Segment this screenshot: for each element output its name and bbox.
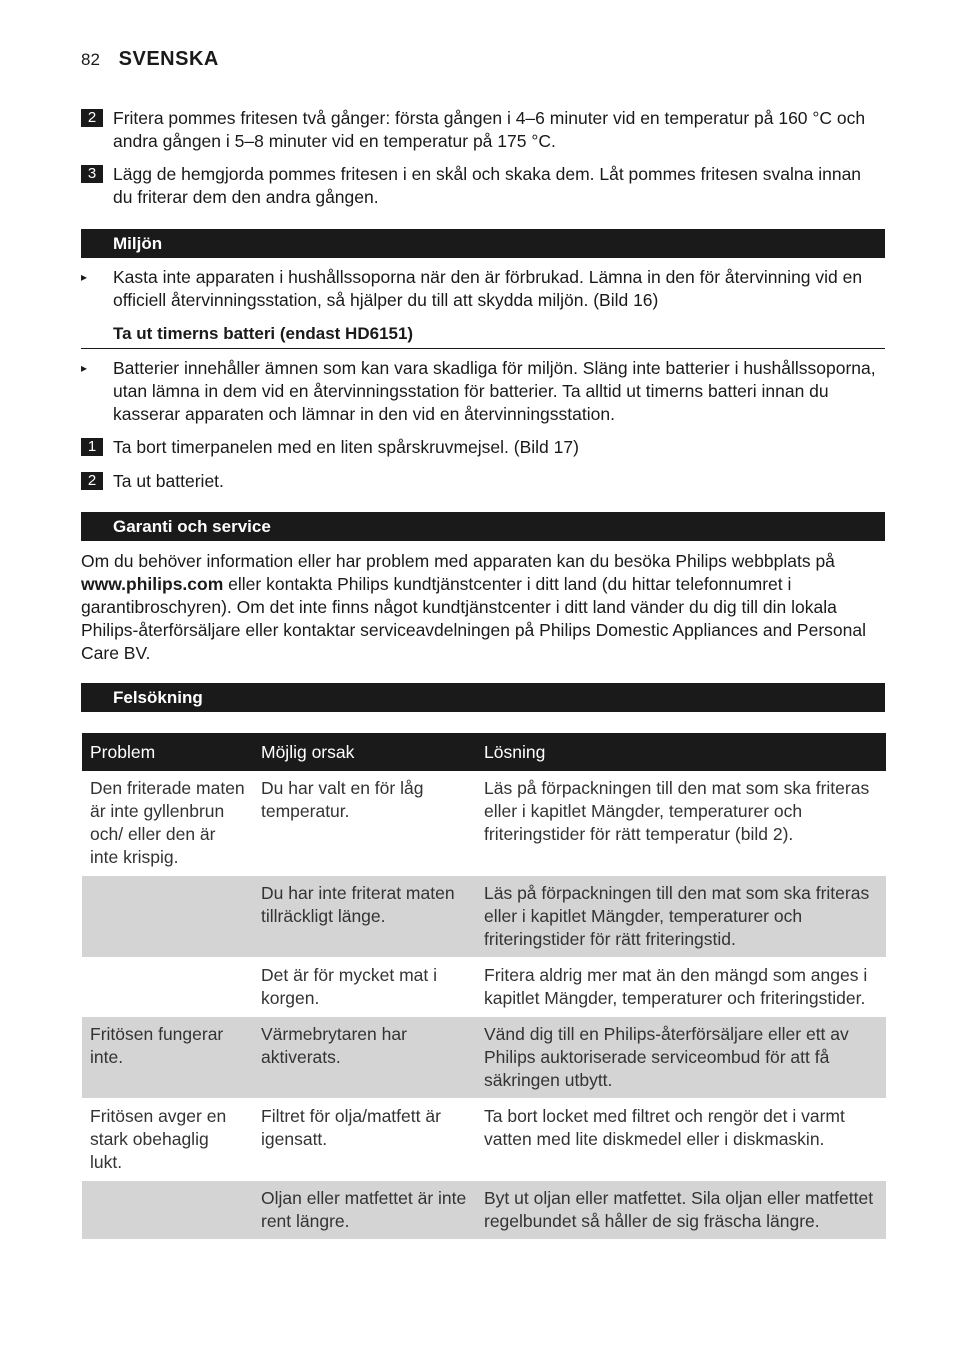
bullet-item <box>81 266 885 312</box>
step-item <box>81 163 885 209</box>
cell-cause: Oljan eller matfettet är inte rent längre. <box>253 1181 476 1240</box>
section-heading-environment: Miljön <box>81 229 885 258</box>
cell-solution: Vänd dig till en Philips-återförsäljare eller ett av Philips auktoriserade serviceombud för att få säkringen utbytt. <box>476 1017 886 1099</box>
cell-cause: Det är för mycket mat i korgen. <box>253 958 476 1017</box>
table-header-row <box>82 733 886 771</box>
column-header-cause: Möjlig orsak <box>253 733 476 771</box>
table-row <box>82 771 886 876</box>
warranty-text-after: eller kontakta Philips kundtjänstcenter i ditt land (du hittar telefonnumret i garantibroschyren). Om det inte finns något kundtjänstcenter i ditt land vänder du dig till din lokala Philips-återförsäljare eller kontaktar serviceavdelningen på Philips Domestic Appliances and Personal Care BV. <box>81 574 866 663</box>
bullet-icon: ▸ <box>81 361 88 375</box>
step-number: 1 <box>81 438 103 456</box>
step-number: 2 <box>81 109 103 127</box>
table-row <box>82 1181 886 1240</box>
cell-problem <box>82 1181 253 1240</box>
cell-problem <box>82 876 253 958</box>
cell-problem: Fritösen avger en stark obehaglig lukt. <box>82 1099 253 1181</box>
section-subheading-battery: Ta ut timerns batteri (endast HD6151) <box>81 323 885 349</box>
column-header-solution: Lösning <box>476 733 886 771</box>
cell-cause: Filtret för olja/matfett är igensatt. <box>253 1099 476 1181</box>
troubleshooting-table <box>82 733 886 1239</box>
table-row <box>82 958 886 1017</box>
philips-website-link[interactable]: www.philips.com <box>81 574 224 594</box>
language-label: SVENSKA <box>118 48 219 70</box>
cell-cause: Du har inte friterat maten tillräckligt länge. <box>253 876 476 958</box>
warranty-paragraph <box>81 550 885 665</box>
step-item <box>81 470 885 493</box>
warranty-text-before: Om du behöver information eller har problem med apparaten kan du besöka Philips webbplats på <box>81 551 835 571</box>
bullet-text: Kasta inte apparaten i hushållssoporna när den är förbrukad. Lämna in den för återvinning vid en officiell återvinningsstation, så hjälper du till att skydda miljön. (Bild 16) <box>113 267 863 310</box>
step-item <box>81 107 885 153</box>
step-text: Fritera pommes fritesen två gånger: första gången i 4–6 minuter vid en temperatur på 160 °C och andra gången i 5–8 minuter vid en temperatur på 175 °C. <box>113 108 866 151</box>
table-row <box>82 876 886 958</box>
cell-problem: Fritösen fungerar inte. <box>82 1017 253 1099</box>
cell-cause: Värmebrytaren har aktiverats. <box>253 1017 476 1099</box>
cell-solution: Byt ut oljan eller matfettet. Sila oljan eller matfettet regelbundet så håller de sig fräscha längre. <box>476 1181 886 1240</box>
column-header-problem: Problem <box>82 733 253 771</box>
step-number: 3 <box>81 165 103 183</box>
table-row <box>82 1017 886 1099</box>
step-number: 2 <box>81 472 103 490</box>
step-text: Ta bort timerpanelen med en liten spårskruvmejsel. (Bild 17) <box>113 437 579 457</box>
cell-solution: Läs på förpackningen till den mat som ska friteras eller i kapitlet Mängder, temperaturer och friteringstider för rätt temperatur (bild 2). <box>484 778 870 844</box>
cell-problem: Den friterade maten är inte gyllenbrun och/ eller den är inte krispig. <box>90 778 245 867</box>
step-text: Lägg de hemgjorda pommes fritesen i en skål och skaka dem. Låt pommes fritesen svalna innan du friterar dem den andra gången. <box>113 164 862 207</box>
page-header <box>81 48 219 71</box>
cell-solution: Ta bort locket med filtret och rengör det i varmt vatten med lite diskmedel eller i diskmaskin. <box>476 1099 886 1181</box>
page-number: 82 <box>81 50 100 69</box>
cell-solution: Fritera aldrig mer mat än den mängd som anges i kapitlet Mängder, temperaturer och friteringstider. <box>476 958 886 1017</box>
cell-cause: Du har valt en för låg temperatur. <box>261 778 424 821</box>
step-text: Ta ut batteriet. <box>113 471 224 491</box>
bullet-text: Batterier innehåller ämnen som kan vara skadliga för miljön. Släng inte batterier i hushållssoporna, utan lämna in dem vid en återvinningsstation för batterier. Ta alltid ut timerns batteri innan du kasserar apparaten och lämnar in den vid en återvinningsstation. <box>113 358 876 424</box>
section-heading-troubleshooting: Felsökning <box>81 683 885 712</box>
bullet-icon: ▸ <box>81 270 88 284</box>
bullet-item <box>81 357 885 426</box>
section-heading-warranty: Garanti och service <box>81 512 885 541</box>
step-item <box>81 436 885 459</box>
cell-solution: Läs på förpackningen till den mat som ska friteras eller i kapitlet Mängder, temperaturer och friteringstider för rätt friteringstid. <box>476 876 886 958</box>
table-row <box>82 1099 886 1181</box>
cell-problem <box>82 958 253 1017</box>
